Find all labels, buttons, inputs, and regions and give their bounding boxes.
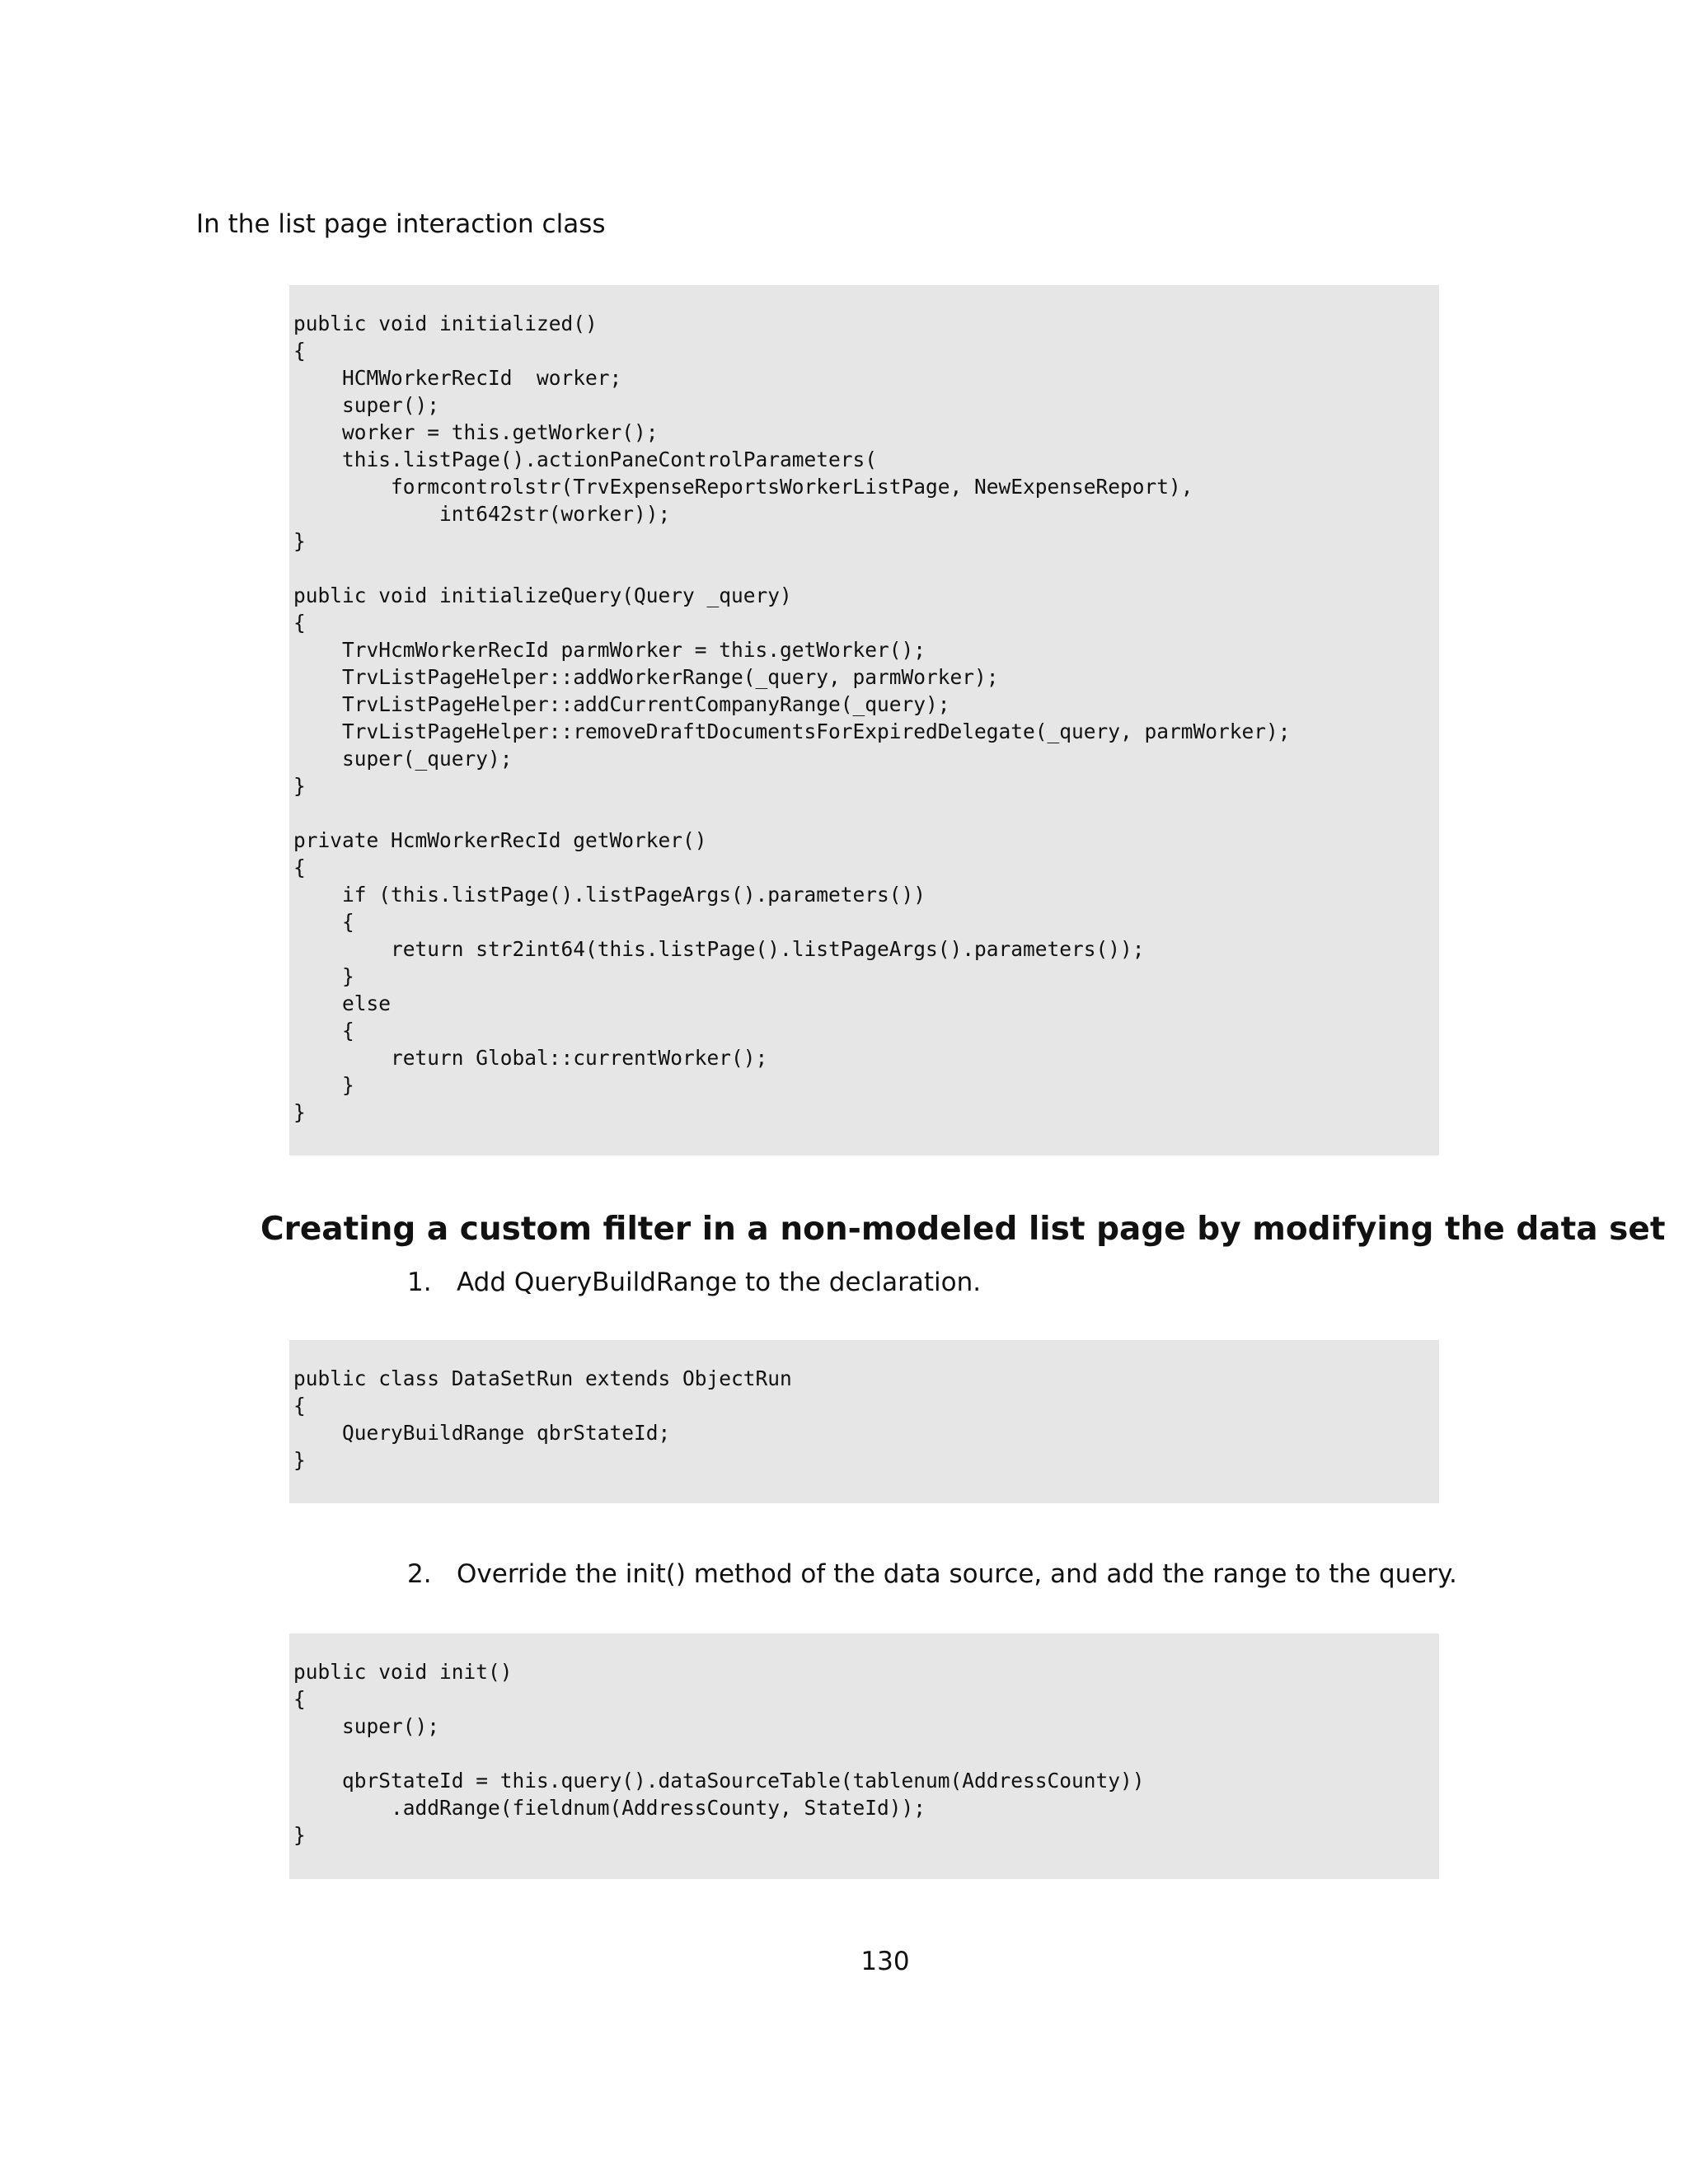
step-number: 1. (407, 1268, 432, 1297)
step-text: Override the init() method of the data source, and add the range to the query. (457, 1559, 1457, 1589)
code-block-list-page-interaction (289, 285, 1439, 1155)
code-block-init-method (289, 1633, 1439, 1879)
page-number: 130 (860, 1947, 910, 1976)
code-text: public void initialized() { HCMWorkerRecId worker; super(); worker = this.getWorker(); this.listPage().actionPaneControlParameters( formcontrolstr(TrvExpenseReportsWorkerListPage, NewExpenseReport), int642str(worker)); } public void initializeQuery(Query _query) { TrvHcmWorkerRecId parmWorker = this.getWorker(); TrvListPageHelper::addWorkerRange(_query, parmWorker); TrvListPageHelper::addCurrentCompanyRange(_query); TrvListPageHelper::removeDraftDocumentsForExpiredDelegate(_query, parmWorker); super(_query); } private HcmWorkerRecId getWorker() { if (this.listPage().listPageArgs().parameters()) { return str2int64(this.listPage().listPageArgs().parameters()); } else { return Global::currentWorker(); } } (293, 312, 1291, 1124)
intro-paragraph: In the list page interaction class (196, 209, 606, 239)
code-text: public void init() { super(); qbrStateId = this.query().dataSourceTable(tablenum(AddressCounty)) .addRange(fieldnum(AddressCounty, StateId)); } (293, 1660, 1145, 1847)
step-item (407, 1266, 981, 1299)
step-text: Add QueryBuildRange to the declaration. (457, 1268, 982, 1297)
step-item (407, 1558, 1457, 1591)
code-block-declaration (289, 1340, 1439, 1503)
section-heading: Creating a custom filter in a non-modeled list page by modifying the data set (260, 1211, 1666, 1248)
step-number: 2. (407, 1559, 432, 1589)
code-text: public class DataSetRun extends ObjectRun { QueryBuildRange qbrStateId; } (293, 1366, 792, 1472)
